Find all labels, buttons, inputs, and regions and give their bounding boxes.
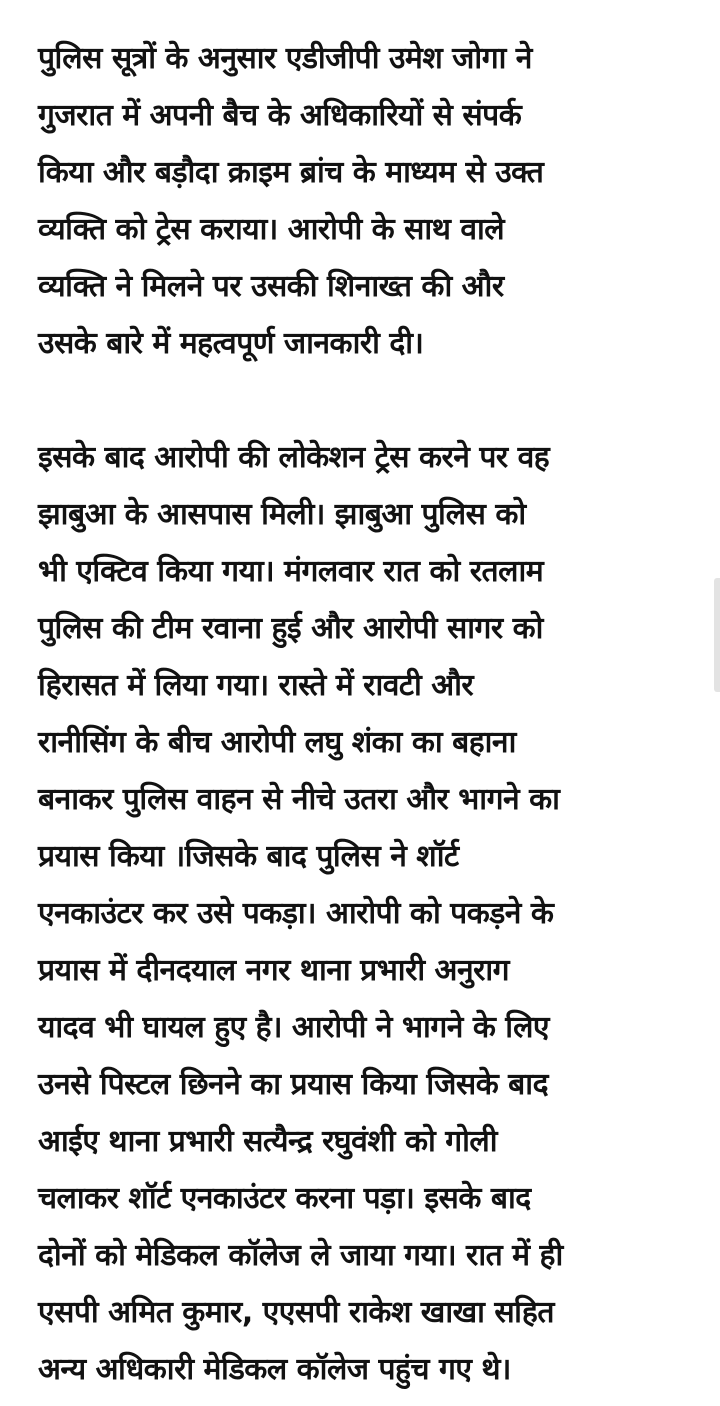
- text-line: प्रयास किया ।जिसके बाद पुलिस ने शॉर्ट: [38, 839, 459, 874]
- text-line: झाबुआ के आसपास मिली। झाबुआ पुलिस को: [38, 497, 526, 532]
- text-line: व्यक्ति को ट्रेस कराया। आरोपी के साथ वाले: [38, 212, 505, 247]
- paragraph-2: [38, 429, 688, 1398]
- text-line: रानीसिंग के बीच आरोपी लघु शंका का बहाना: [38, 725, 516, 760]
- text-line: यादव भी घायल हुए है। आरोपी ने भागने के लिए: [38, 1010, 549, 1045]
- text-line: गुजरात में अपनी बैच के अधिकारियों से संपर्क: [38, 98, 522, 133]
- text-line: दोनों को मेडिकल कॉलेज ले जाया गया। रात में ही: [38, 1238, 563, 1273]
- text-line: एनकाउंटर कर उसे पकड़ा। आरोपी को पकड़ने के: [38, 896, 554, 931]
- text-line: आईए थाना प्रभारी सत्यैन्द्र रघुवंशी को गोली: [38, 1124, 497, 1159]
- text-line: हिरासत में लिया गया। रास्ते में रावटी और: [38, 668, 474, 703]
- text-line: पुलिस सूत्रों के अनुसार एडीजीपी उमेश जोगा ने: [38, 41, 532, 76]
- text-line: बनाकर पुलिस वाहन से नीचे उतरा और भागने का: [38, 782, 560, 817]
- text-line: भी एक्टिव किया गया। मंगलवार रात को रतलाम: [38, 554, 544, 589]
- text-line: चलाकर शॉर्ट एनकाउंटर करना पड़ा। इसके बाद: [38, 1181, 531, 1216]
- text-line: पुलिस की टीम रवाना हुई और आरोपी सागर को: [38, 611, 543, 646]
- paragraph-1: [38, 30, 688, 372]
- text-line: किया और बड़ौदा क्राइम ब्रांच के माध्यम से उक्त: [38, 155, 544, 190]
- text-line: एसपी अमित कुमार, एएसपी राकेश खाखा सहित: [38, 1295, 554, 1330]
- text-line: व्यक्ति ने मिलने पर उसकी शिनाख्त की और: [38, 269, 504, 304]
- text-line: अन्य अधिकारी मेडिकल कॉलेज पहुंच गए थे।: [38, 1352, 511, 1387]
- article-body: [38, 30, 688, 1398]
- text-line: उनसे पिस्टल छिनने का प्रयास किया जिसके बाद: [38, 1067, 549, 1102]
- paragraph-spacer: [38, 372, 688, 429]
- text-line: इसके बाद आरोपी की लोकेशन ट्रेस करने पर वह: [38, 440, 550, 475]
- text-line: उसके बारे में महत्वपूर्ण जानकारी दी।: [38, 326, 424, 361]
- text-line: प्रयास में दीनदयाल नगर थाना प्रभारी अनुराग: [38, 953, 510, 988]
- scrollbar-thumb[interactable]: [714, 578, 720, 692]
